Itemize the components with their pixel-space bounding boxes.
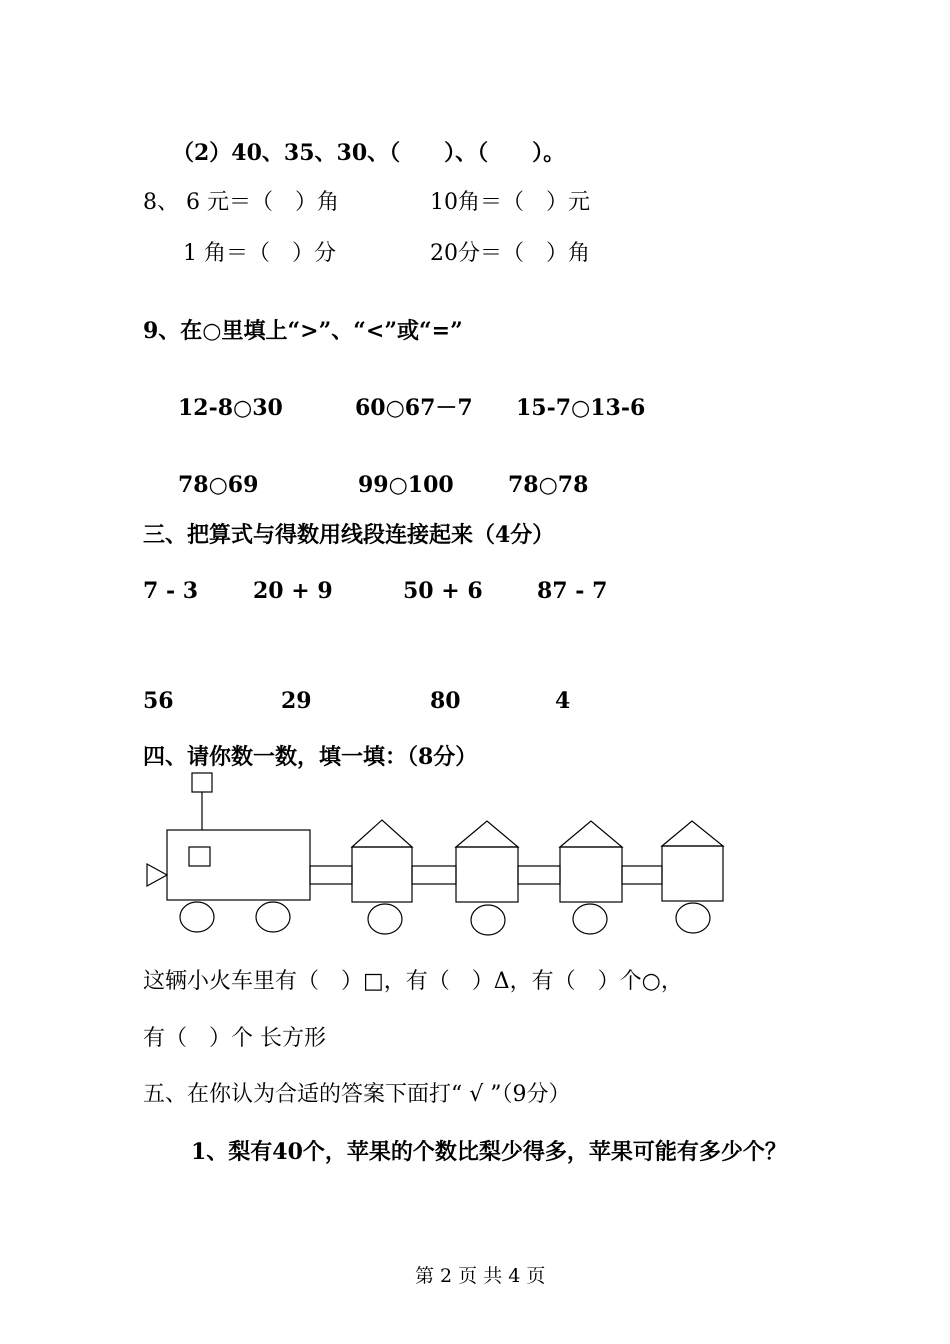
s3-answer-3: 80 bbox=[430, 688, 461, 714]
car-3-roof bbox=[560, 821, 622, 847]
coupler-1 bbox=[310, 866, 352, 884]
page-footer: 第 2 页 共 4 页 bbox=[415, 1265, 546, 1287]
car-4-body bbox=[662, 846, 723, 901]
car-3-body bbox=[560, 847, 622, 902]
car-4-wheel bbox=[676, 903, 710, 933]
s3-expr-4: 87 - 7 bbox=[537, 578, 608, 604]
s3-expr-1: 7 - 3 bbox=[143, 578, 199, 604]
s3-expr-2: 20 + 9 bbox=[253, 578, 333, 604]
q7-line2: （2）40、35、30、（ ）、（ ）。 bbox=[172, 140, 566, 166]
s5-question-1: 1、梨有40个，苹果的个数比梨少得多，苹果可能有多少个？ bbox=[191, 1139, 787, 1165]
q8-item-b: 10角＝（ ）元 bbox=[430, 190, 590, 215]
s4-count-line2: 有（ ）个 长方形 bbox=[143, 1026, 326, 1051]
train-figure bbox=[140, 768, 740, 940]
engine-window bbox=[189, 847, 210, 866]
section4-title: 四、请你数一数，填一填：（8分） bbox=[143, 744, 478, 770]
s4-count-line1: 这辆小火车里有（ ）□，有（ ）Δ，有（ ）个○， bbox=[143, 969, 683, 994]
coupler-2 bbox=[412, 866, 456, 884]
section3-title: 三、把算式与得数用线段连接起来（4分） bbox=[143, 522, 555, 548]
q8-item-c: 1 角＝（ ）分 bbox=[183, 241, 336, 266]
car-2-roof bbox=[456, 821, 518, 847]
q8-item-a: 8、 6 元＝（ ）角 bbox=[143, 190, 339, 215]
car-2-body bbox=[456, 847, 518, 902]
engine-wheel-1 bbox=[180, 902, 214, 932]
s3-answer-1: 56 bbox=[143, 688, 174, 714]
q9-item-3: 15-7○13-6 bbox=[516, 395, 646, 421]
q9-title: 9、在○里填上“>”、“<”或“=” bbox=[143, 318, 463, 344]
section5-title: 五、在你认为合适的答案下面打“ √ ”（9分） bbox=[143, 1082, 571, 1107]
coupler-4 bbox=[622, 866, 662, 884]
coupler-3 bbox=[518, 866, 560, 884]
car-4-roof bbox=[662, 821, 723, 846]
car-3-wheel bbox=[573, 904, 607, 934]
car-2-wheel bbox=[471, 905, 505, 935]
q9-item-6: 78○78 bbox=[508, 472, 589, 498]
chimney-square bbox=[192, 773, 212, 792]
q8-item-d: 20分＝（ ）角 bbox=[430, 241, 590, 266]
s3-answer-4: 4 bbox=[555, 688, 571, 714]
s3-expr-3: 50 + 6 bbox=[403, 578, 483, 604]
engine-wheel-2 bbox=[256, 902, 290, 932]
q9-item-5: 99○100 bbox=[358, 472, 454, 498]
q9-item-4: 78○69 bbox=[178, 472, 259, 498]
engine-front-triangle bbox=[147, 864, 167, 886]
q9-item-2: 60○67－7 bbox=[355, 395, 473, 421]
car-1-body bbox=[352, 847, 412, 902]
car-1-wheel bbox=[368, 904, 402, 934]
car-1-roof bbox=[352, 820, 412, 847]
s3-answer-2: 29 bbox=[281, 688, 312, 714]
q9-item-1: 12-8○30 bbox=[178, 395, 283, 421]
